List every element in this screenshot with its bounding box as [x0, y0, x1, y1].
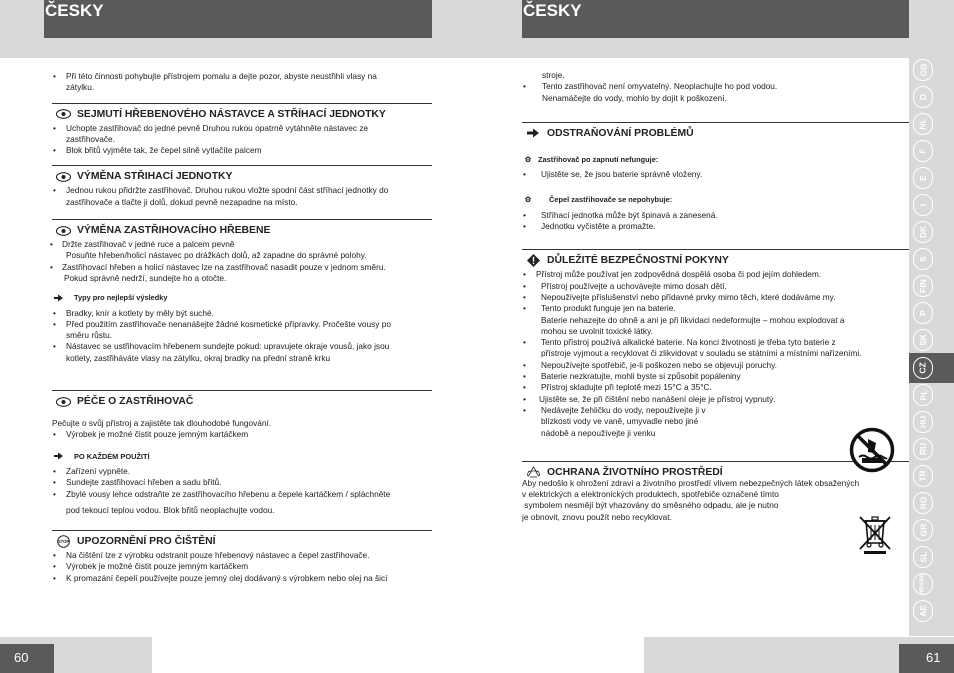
list-item: • Zařízení vypněte. — [52, 466, 432, 477]
gear-icon: ⚙ — [524, 195, 532, 205]
section-title: VÝMĚNA ZASTŘIHOVACÍHO HŘEBENE — [77, 225, 271, 237]
language-tab-tr[interactable]: TR — [913, 465, 933, 487]
page-number-right: 61 — [899, 644, 954, 673]
language-tab-fin[interactable]: FIN — [913, 275, 933, 297]
left-column — [52, 71, 432, 584]
language-tab-pl[interactable]: PL — [913, 384, 933, 406]
list-item: • Jednou rukou přidržte zastřihovač. Druhou rukou vložte spodní část stříhací jednotky do zastřihovače a tlačte ji dolů, dokud pevně nezapadne na místo. — [52, 185, 432, 208]
subsection-header — [522, 154, 909, 165]
list-item: • Uchopte zastřihovač do jedné pevně Druhou rukou opatrně vytáhněte nástavec ze zastřihovače. — [52, 123, 432, 146]
list-item: • Přístroj používejte a uchovávejte mimo dosah dětí. — [522, 281, 909, 292]
list-item: • Držte zastřihovač v jedné ruce a palcem pevně Posuňte hřeben/holicí nástavec po drážkách dolů, až zapadne do správné polohy. — [52, 239, 432, 262]
list-item: • Na čištění lze z výrobku odstranit pouze hřebenový nástavec a čepel zastřihovače. — [52, 550, 432, 561]
eye-icon — [54, 108, 72, 120]
section-title: OCHRANA ŽIVOTNÍHO PROSTŘEDÍ — [547, 466, 723, 478]
language-tab-hr-srb[interactable]: HR/SRB — [913, 573, 933, 595]
list-item: • Nástavec se ustřihovacím hřebenem sundejte pokud: upravujete okraje vousů, jako jsou kotlety, zastřiháváte vlasy na zátylku, okraj bradky na přední straně krku — [52, 341, 432, 364]
subsection-header — [522, 194, 909, 205]
section-header — [522, 249, 909, 269]
recycle-icon — [524, 466, 542, 478]
section-title: DŮLEŽITÉ BEZPEČNOSTNÍ POKYNY — [547, 255, 729, 267]
list-item: • Výrobek je možné čistit pouze jemným kartáčkem — [52, 429, 432, 440]
list-item: • Zastřihovací hřeben a holicí nástavec lze na zastřihovač nasadit pouze v jednom směru. Pokud správně nedrží, sundejte ho a otočte. — [52, 262, 432, 285]
section-title: PÉČE O ZASTŘIHOVAČ — [77, 396, 194, 408]
stop-icon — [54, 536, 72, 548]
eye-icon — [54, 171, 72, 183]
page-title-right: ČESKY — [522, 0, 909, 38]
language-tab-gb[interactable]: GB — [913, 59, 933, 81]
list-item: • Blok břitů vyjměte tak, že čepel silně vytlačíte palcem — [52, 145, 432, 156]
warning-icon — [524, 255, 542, 267]
list-item: • Nepoužívejte spotřebič, je-li poškozen nebo se objevují poruchy. — [522, 360, 909, 371]
section-title: UPOZORNĚNÍ PRO ČIŠTĚNÍ — [77, 536, 216, 548]
no-water-icon — [849, 427, 895, 473]
paragraph: pod tekoucí teplou vodou. Blok břitů neoplachujte vodou. — [66, 504, 275, 515]
list-item: • Nepoužívejte příslušenství nebo přídavné prvky mimo těch, které dodáváme my. — [522, 292, 909, 303]
list-item: • Tento produkt funguje jen na baterie. Baterie nehazejte do ohně a ani je při likvidaci nedeformujte – mohou explodovat a mohou se uvolnit toxické látky. — [522, 303, 909, 337]
language-tab-i[interactable]: I — [913, 194, 933, 216]
crossed-bin-icon — [857, 514, 893, 554]
subsection-title: Typy pro nejlepší výsledky — [74, 293, 168, 303]
svg-text:STOP: STOP — [57, 539, 69, 545]
subsection-title: PO KAŽDÉM POUŽITÍ — [74, 451, 150, 461]
list-item: • Jednotku vyčistěte a promažte. — [522, 221, 909, 232]
section-header — [52, 219, 432, 239]
list-item: • Tento přístroj používá alkalické baterie. Na konci životnosti je třeba tyto baterie z přístroje vyjmout a recyklovat či zlikvidovat v souladu se státními a místními nařízeními. — [522, 337, 909, 360]
paragraph: Pečujte o svůj přístroj a zajistěte tak dlouhodobé fungování. — [52, 418, 272, 429]
language-tab-f[interactable]: F — [913, 140, 933, 162]
language-tab-cz[interactable]: CZ — [913, 357, 933, 379]
subsection-header — [52, 292, 432, 303]
eye-icon — [54, 225, 72, 237]
language-tab-s[interactable]: S — [913, 248, 933, 270]
subsection-title: Čepel zastřihovače se nepohybuje: — [549, 195, 673, 205]
list-item: • Tento zastřihovač není omyvatelný. Neoplachujte ho pod vodou. Nenamáčejte do vody, mohlo by dojít k poškození. — [522, 81, 909, 104]
arrow-right-icon — [52, 294, 64, 302]
list-item: • Sundejte zastřihovací hřeben a sadu břitů. — [52, 477, 432, 488]
section-title: VÝMĚNA STŘIHACÍ JEDNOTKY — [77, 171, 233, 183]
list-item: • Ujistěte se, že jsou baterie správně vloženy. — [522, 169, 909, 180]
language-tab-ru[interactable]: RU — [913, 438, 933, 460]
language-tab-ro[interactable]: RO — [913, 492, 933, 514]
language-tab-ae[interactable]: AE — [913, 600, 933, 622]
list-item: • Baterie nezkratujte, mohli byste si způsobit popáleniny — [522, 371, 909, 382]
list-item: • Před použitím zastřihovače nenanášejte žádné kosmetické přípravky. Pročešte vousy po směru růstu. — [52, 319, 432, 342]
page-number-left: 60 — [0, 644, 54, 673]
section-header — [52, 530, 432, 550]
section-title: ODSTRAŇOVÁNÍ PROBLÉMŮ — [547, 127, 694, 139]
language-tab-sl[interactable]: SL — [913, 546, 933, 568]
language-sidebar — [909, 56, 954, 636]
section-title: SEJMUTÍ HŘEBENOVÉHO NÁSTAVCE A STŘÍHACÍ JEDNOTKY — [77, 108, 386, 120]
language-tab-hu[interactable]: HU — [913, 411, 933, 433]
list-item: • Přístroj skladujte při teplotě mezi 15°C a 35°C. — [522, 382, 909, 393]
paragraph: Aby nedošlo k ohrožení zdraví a životního prostředí vlivem nebezpečných látek obsažených v elektrických a elektronických produktech, spotřebiče označené tímto symbolem nesmějí být vhazovány do směsného odpadu, ale je nutno je obnovit, znovu použít nebo recyklovat. — [522, 477, 860, 522]
list-item: • Ujistěte se, že při čištění nebo nanášení oleje je přístroj vypnutý. — [522, 394, 909, 405]
arrow-right-icon — [524, 127, 542, 139]
section-header — [522, 122, 909, 142]
page-title-left: ČESKY — [44, 0, 432, 38]
list-item: • Přístroj může používat jen zodpovědná dospělá osoba či pod jejím dohledem. — [522, 269, 909, 280]
section-header — [52, 103, 432, 123]
language-tab-gr[interactable]: GR — [913, 519, 933, 541]
arrow-right-icon — [52, 452, 64, 460]
language-tab-sk[interactable]: SK — [913, 329, 933, 351]
intro-item: • Při této činnosti pohybujte přístrojem pomalu a dejte pozor, abyste neustřihli vlasy na zátylku. — [52, 71, 432, 94]
language-tab-p[interactable]: P — [913, 302, 933, 324]
subsection-header — [52, 451, 432, 462]
section-header — [52, 165, 432, 185]
paragraph: stroje. — [542, 70, 565, 80]
language-tab-dk[interactable]: DK — [913, 221, 933, 243]
language-tab-d[interactable]: D — [913, 86, 933, 108]
list-item: • Zbylé vousy lehce odstraňte ze zastřihovacího hřebenu a čepele kartáčkem / spláchněte — [52, 489, 432, 500]
subsection-title: Zastřihovač po zapnutí nefunguje: — [538, 154, 659, 164]
language-tab-e[interactable]: E — [913, 167, 933, 189]
list-item: • K promazání čepelí používejte pouze jemný olej dodávaný s výrobkem nebo olej na šicí — [52, 573, 432, 584]
list-item: • Nedávejte žehličku do vody, nepoužívejte ji v blízkosti vody ve vaně, umyvadle nebo jiné nádobě a nepoužívejte ji venku — [522, 405, 909, 439]
section-header — [52, 390, 432, 410]
list-item: • Bradky, knír a kotlety by měly být suché. — [52, 308, 432, 319]
language-tab-nl[interactable]: NL — [913, 113, 933, 135]
eye-icon — [54, 396, 72, 408]
list-item: • Výrobek je možné čistit pouze jemným kartáčkem — [52, 561, 432, 572]
gear-icon: ⚙ — [524, 154, 532, 164]
list-item: • Stříhací jednotka může být špinavá a zanesená. — [522, 210, 909, 221]
